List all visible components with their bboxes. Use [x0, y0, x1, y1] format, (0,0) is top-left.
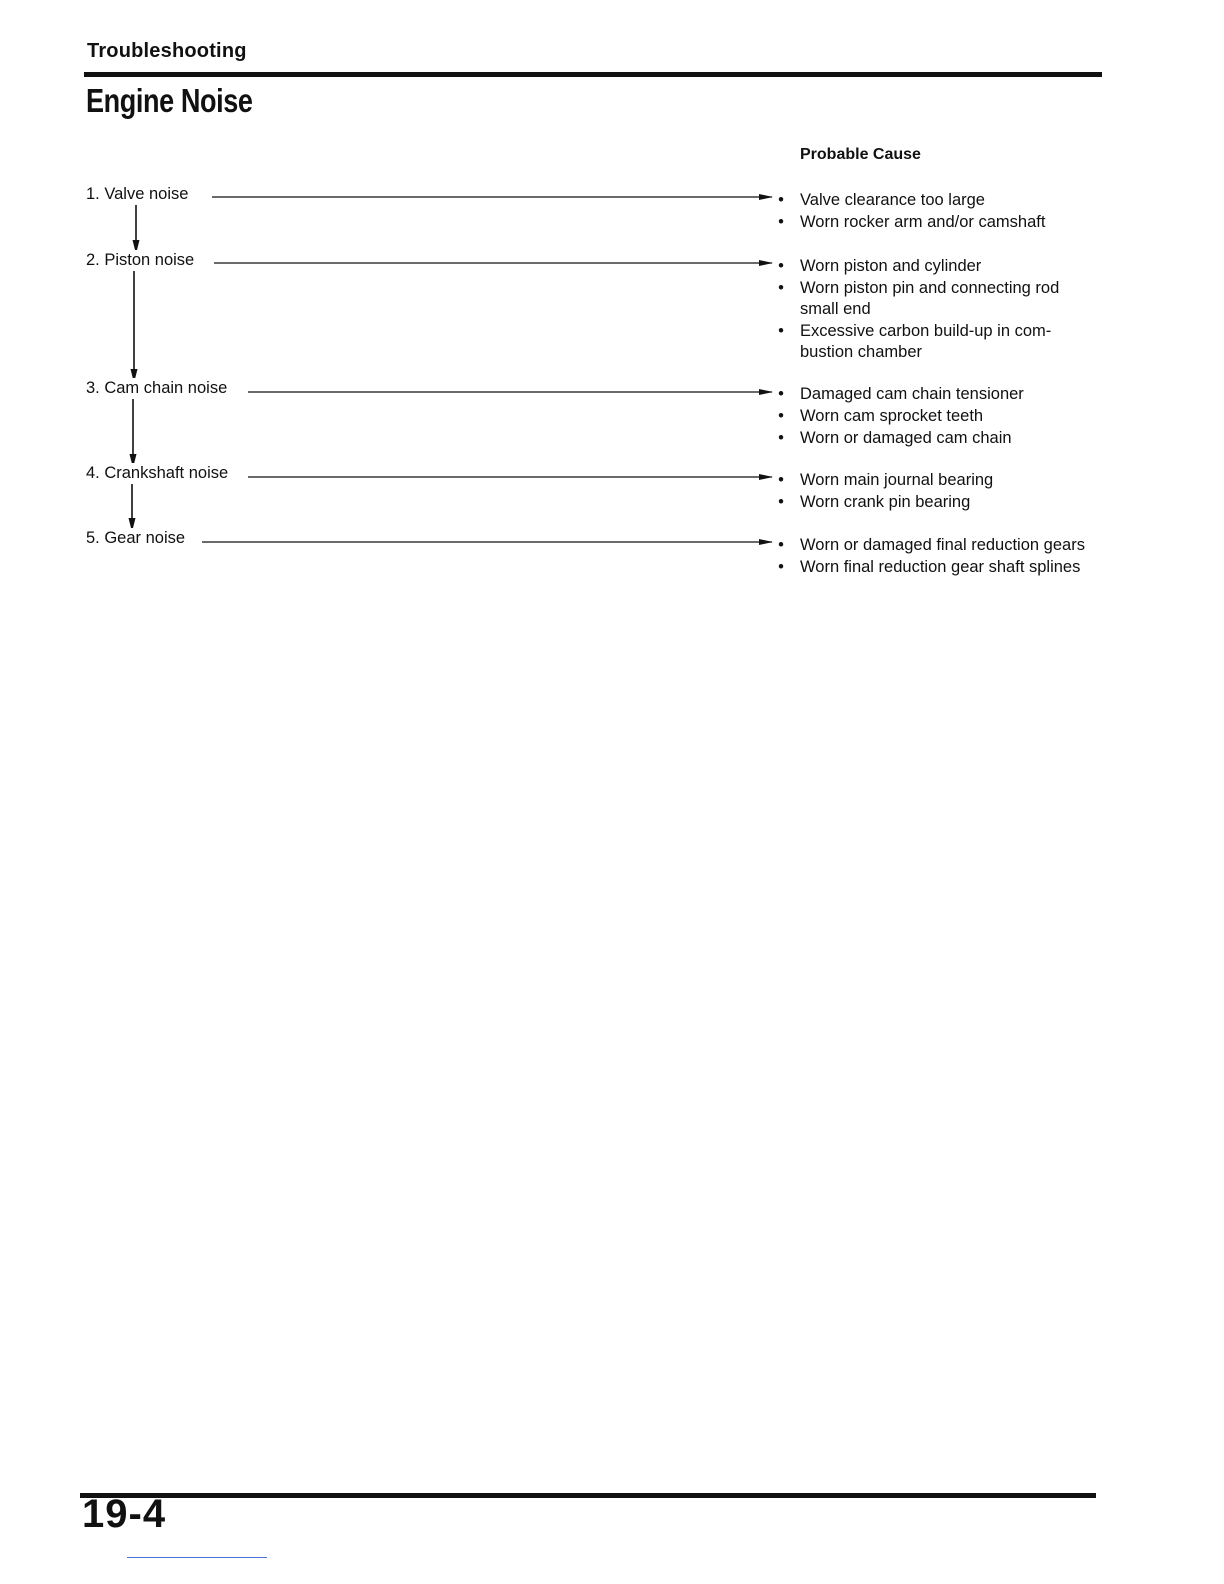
cause-item — [776, 470, 1096, 491]
cause-text: Excessive carbon build-up in com-bustion chamber — [800, 322, 1052, 361]
bullet: • — [778, 385, 784, 403]
cause-item — [776, 428, 1096, 449]
noise-label-gear: 5. Gear noise — [86, 528, 188, 548]
cause-list-piston — [776, 256, 1096, 364]
cause-text: Worn rocker arm and/or camshaft — [800, 213, 1046, 231]
page-title: Engine Noise — [86, 82, 253, 119]
cause-text: Damaged cam chain tensioner — [800, 385, 1024, 403]
noise-label-valve: 1. Valve noise — [86, 184, 191, 204]
cause-list-cam-chain — [776, 384, 1096, 450]
cause-item — [776, 406, 1096, 427]
section-label: Troubleshooting — [87, 40, 247, 62]
bullet: • — [778, 322, 784, 340]
footer-link-line — [127, 1557, 267, 1558]
bullet: • — [778, 191, 784, 209]
cause-list-crankshaft — [776, 470, 1096, 514]
bullet: • — [778, 407, 784, 425]
noise-label-crankshaft: 4. Crankshaft noise — [86, 463, 231, 483]
cause-text: Worn piston and cylinder — [800, 257, 982, 275]
bottom-rule — [80, 1493, 1096, 1498]
cause-item — [776, 492, 1096, 513]
cause-list-gear — [776, 535, 1096, 579]
cause-item — [776, 190, 1096, 211]
bullet: • — [778, 471, 784, 489]
cause-item — [776, 535, 1096, 556]
bullet: • — [778, 493, 784, 511]
page-number: 19-4 — [82, 1492, 167, 1536]
cause-text: Valve clearance too large — [800, 191, 985, 209]
bullet: • — [778, 279, 784, 297]
cause-item — [776, 212, 1096, 233]
cause-text: Worn or damaged final reduction gears — [800, 536, 1085, 554]
cause-item — [776, 384, 1096, 405]
bullet: • — [778, 558, 784, 576]
noise-label-piston: 2. Piston noise — [86, 250, 197, 270]
cause-item — [776, 321, 1096, 363]
bullet: • — [778, 213, 784, 231]
cause-text: Worn crank pin bearing — [800, 493, 971, 511]
cause-text: Worn piston pin and connecting rod small end — [800, 279, 1060, 318]
cause-item — [776, 256, 1096, 277]
cause-text: Worn main journal bearing — [800, 471, 994, 489]
cause-item — [776, 278, 1096, 320]
bullet: • — [778, 257, 784, 275]
probable-cause-header: Probable Cause — [800, 146, 921, 163]
cause-item — [776, 557, 1096, 578]
cause-text: Worn final reduction gear shaft splines — [800, 558, 1081, 576]
cause-list-valve — [776, 190, 1096, 234]
noise-label-cam-chain: 3. Cam chain noise — [86, 378, 230, 398]
cause-text: Worn or damaged cam chain — [800, 429, 1012, 447]
bullet: • — [778, 536, 784, 554]
cause-text: Worn cam sprocket teeth — [800, 407, 984, 425]
bullet: • — [778, 429, 784, 447]
